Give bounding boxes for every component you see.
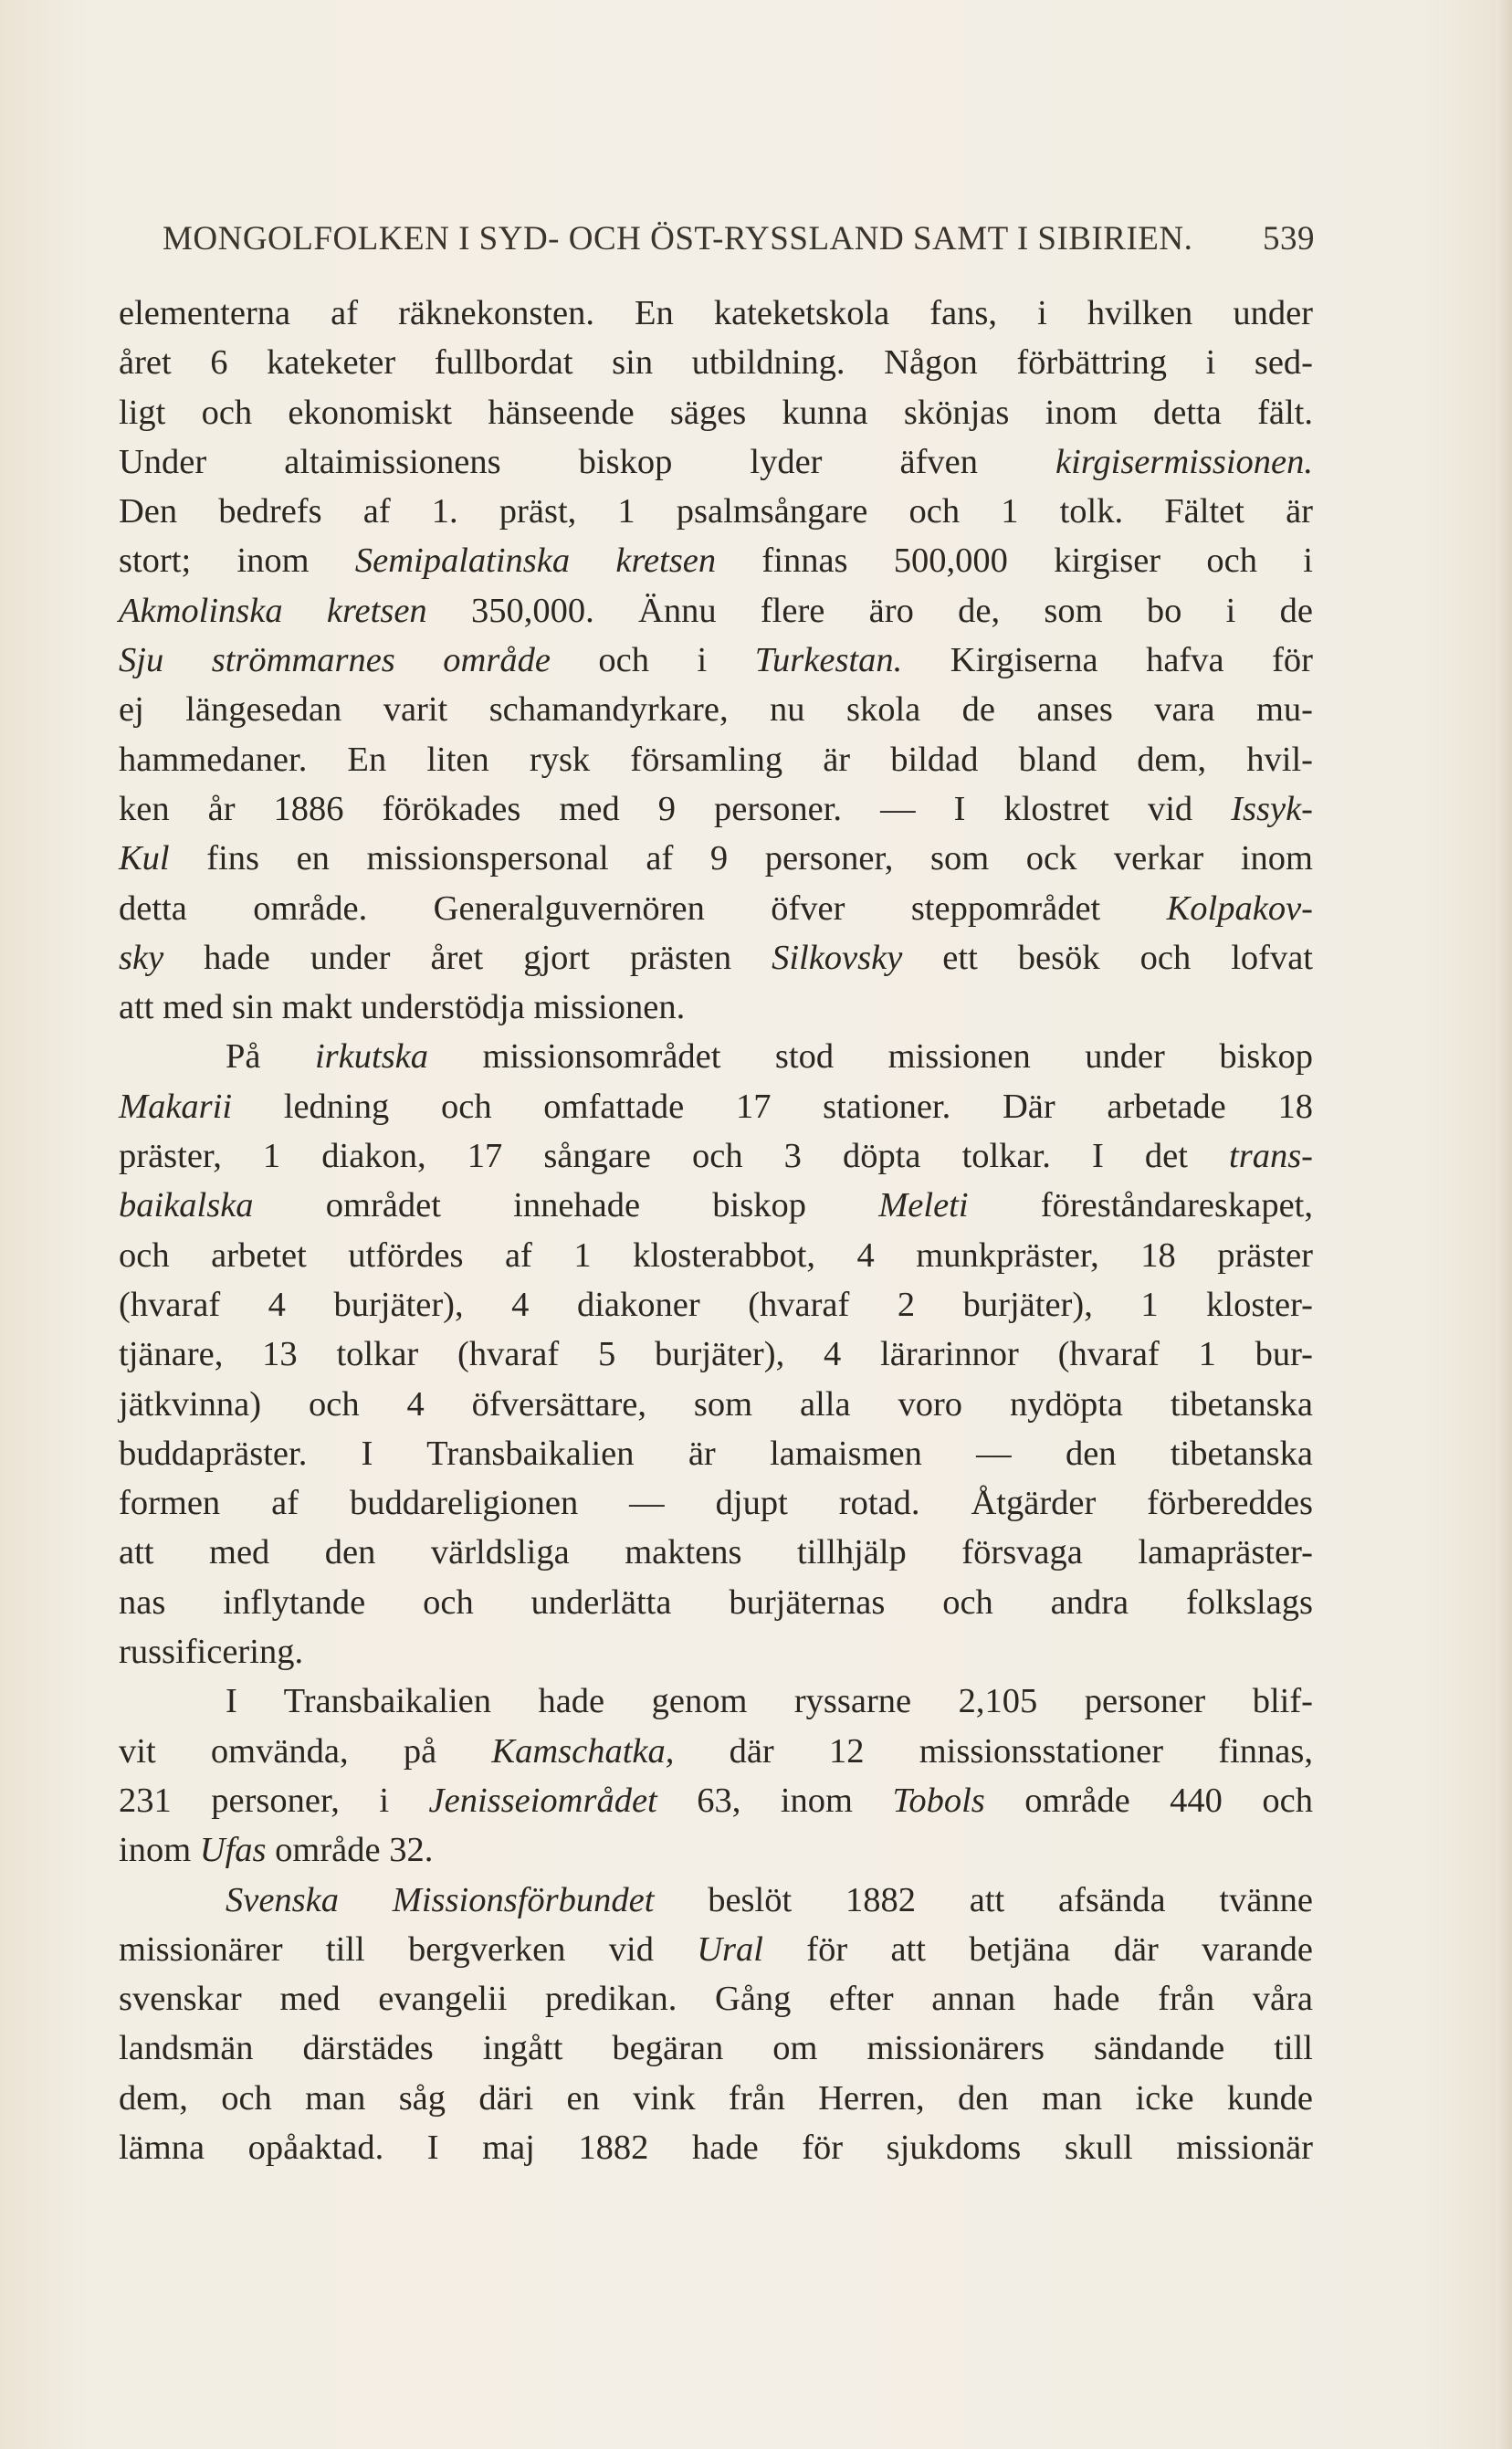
text-run: präster, 1 diakon, 17 sångare och 3 döpta tolkar. I det [119,1137,1230,1176]
text-run: område 32. [266,1831,434,1870]
text-line [119,2074,1313,2123]
text-line [119,1280,1313,1330]
text-line [119,784,1313,834]
text-line [119,1429,1313,1478]
text-run: elementerna af räknekonsten. En kateketskola fans, i hvilken under [119,294,1313,332]
italic-text: Ural [697,1929,763,1969]
text-run: föreståndareskapet, [968,1186,1314,1225]
text-run: jätkvinna) och 4 öfversättare, som alla voro nydöpta tibetanska [119,1384,1313,1424]
text-line [119,735,1313,784]
body-text [119,289,1313,2172]
text-run: området innehade biskop [253,1186,879,1225]
text-run: 63, inom [656,1781,893,1820]
text-run: att med den världsliga maktens tillhjälp försvaga lamapräster- [119,1533,1313,1572]
text-run: ett besök och lofvat [902,938,1313,977]
text-line [119,1974,1313,2023]
text-run: landsmän därstädes ingått begäran om missionärers sändande till [119,2029,1313,2068]
italic-text: Tobols [892,1781,985,1820]
italic-text: Issyk- [1231,789,1313,828]
text-line [119,1181,1313,1230]
italic-text: Kamschatka, [491,1731,675,1771]
text-run: På [226,1037,315,1077]
italic-text: Meleti [878,1186,969,1225]
text-line [119,1727,1313,1776]
text-run: område 440 och [984,1781,1313,1820]
text-line [119,338,1313,387]
text-run: svenskar med evangelii predikan. Gång efter annan hade från våra [119,1980,1313,2019]
text-run: lämna opåaktad. I maj 1882 hade för sjukdoms skull missionär [119,2128,1313,2167]
text-line [119,388,1313,437]
italic-text: kirgisermissionen. [1055,442,1313,481]
text-run: dem, och man såg däri en vink från Herren, den man icke kunde [119,2078,1313,2118]
text-run: formen af buddareligionen — djupt rotad. Åtgärder förbereddes [119,1484,1313,1523]
text-run: året 6 kateketer fullbordat sin utbildning. Någon förbättring i sed- [119,343,1313,383]
text-run: hammedaner. En liten rysk församling är bildad bland dem, hvil- [119,740,1313,779]
italic-text: Turkestan. [754,641,903,680]
text-line [119,983,1313,1032]
text-run: beslöt 1882 att afsända tvänne [654,1880,1314,1919]
text-run: buddapräster. I Transbaikalien är lamaismen — den tibetanska [119,1434,1313,1473]
italic-text: irkutska [314,1037,429,1077]
text-run: finnas 500,000 kirgiser och i [716,541,1313,581]
italic-text: sky [119,938,164,977]
italic-text: Semipalatinska kretsen [354,541,717,581]
text-line [119,834,1313,883]
text-line [119,1627,1313,1676]
text-run: för att betjäna där varande [762,1929,1313,1969]
italic-text: Jenisseiområdet [428,1781,657,1820]
text-run: och arbetet utfördes af 1 klosterabbot, 4 munkpräster, 18 präster [119,1235,1313,1275]
text-line [119,2123,1313,2172]
text-line [119,1776,1313,1825]
text-line [119,1876,1313,1925]
text-run: att med sin makt understödja missionen. [119,988,686,1027]
text-run: missionsområdet stod missionen under biskop [428,1037,1314,1077]
text-line [119,2023,1313,2073]
text-run: Under altaimissionens biskop lyder äfven [119,442,1056,481]
italic-text: Svenska Missionsförbundet [226,1880,655,1919]
text-run: ligt och ekonomiskt hänseende säges kunna skönjas inom detta fält. [119,393,1313,432]
text-run: (hvaraf 4 burjäter), 4 diakoner (hvaraf 2 burjäter), 1 kloster- [119,1285,1313,1324]
text-line [119,685,1313,734]
italic-text: Sju strömmarnes område [119,641,551,680]
text-run: 231 personer, i [119,1781,429,1820]
text-line [119,1578,1313,1627]
text-run: ledning och omfattade 17 stationer. Där arbetade 18 [232,1087,1313,1126]
text-line [119,437,1313,487]
text-run: och i [550,641,755,680]
text-run: tjänare, 13 tolkar (hvaraf 5 burjäter), 4 lärarinnor (hvaraf 1 bur- [119,1335,1313,1374]
text-run: vit omvända, på [119,1731,492,1771]
italic-text: Makarii [119,1087,233,1126]
text-run: missionärer till bergverken vid [119,1929,698,1969]
page-number: 539 [1263,220,1315,258]
page-edge [1496,0,1512,2449]
text-run: inom [119,1831,200,1870]
text-run: fins en missionspersonal af 9 personer, som ock verkar inom [169,839,1313,878]
text-line [119,1676,1313,1726]
text-line [119,1825,1313,1875]
running-title: MONGOLFOLKEN I SYD- OCH ÖST-RYSSLAND SAMT I SIBIRIEN. [163,220,1193,258]
text-run: nas inflytande och underlätta burjäternas och andra folkslags [119,1582,1313,1622]
running-header [163,219,1315,270]
text-line [119,1380,1313,1429]
text-run: stort; inom [119,541,355,581]
text-line [119,933,1313,983]
italic-text: baikalska [119,1186,254,1225]
italic-text: Kolpakov- [1166,888,1313,928]
text-line [119,636,1313,685]
text-line [119,1528,1313,1577]
text-line [119,1032,1313,1081]
text-run: hade under året gjort prästen [163,938,772,977]
text-run: ken år 1886 förökades med 9 personer. — I klostret vid [119,789,1232,828]
text-run: I Transbaikalien hade genom ryssarne 2,105 personer blif- [226,1682,1313,1721]
italic-text: trans- [1229,1137,1313,1176]
text-run: ej längesedan varit schamandyrkare, nu skola de anses vara mu- [119,690,1313,730]
text-line [119,1925,1313,1974]
text-line [119,1330,1313,1379]
text-run: detta område. Generalguvernören öfver steppområdet [119,888,1167,928]
text-line [119,586,1313,636]
italic-text: Kul [119,839,170,878]
text-line [119,289,1313,338]
text-line [119,1231,1313,1280]
italic-text: Ufas [199,1831,267,1870]
italic-text: Silkovsky [772,938,903,977]
text-run: där 12 missionsstationer finnas, [674,1731,1313,1771]
text-line [119,1131,1313,1181]
text-run: Kirgiserna hafva för [902,641,1313,680]
text-run: russificering. [119,1633,304,1672]
text-run: 350,000. Ännu flere äro de, som bo i de [426,591,1313,630]
text-line [119,1478,1313,1528]
text-line [119,536,1313,585]
text-run: Den bedrefs af 1. präst, 1 psalmsångare och 1 tolk. Fältet är [119,492,1313,531]
text-line [119,487,1313,536]
italic-text: Akmolinska kretsen [119,591,427,630]
text-line [119,1082,1313,1131]
text-line [119,884,1313,933]
